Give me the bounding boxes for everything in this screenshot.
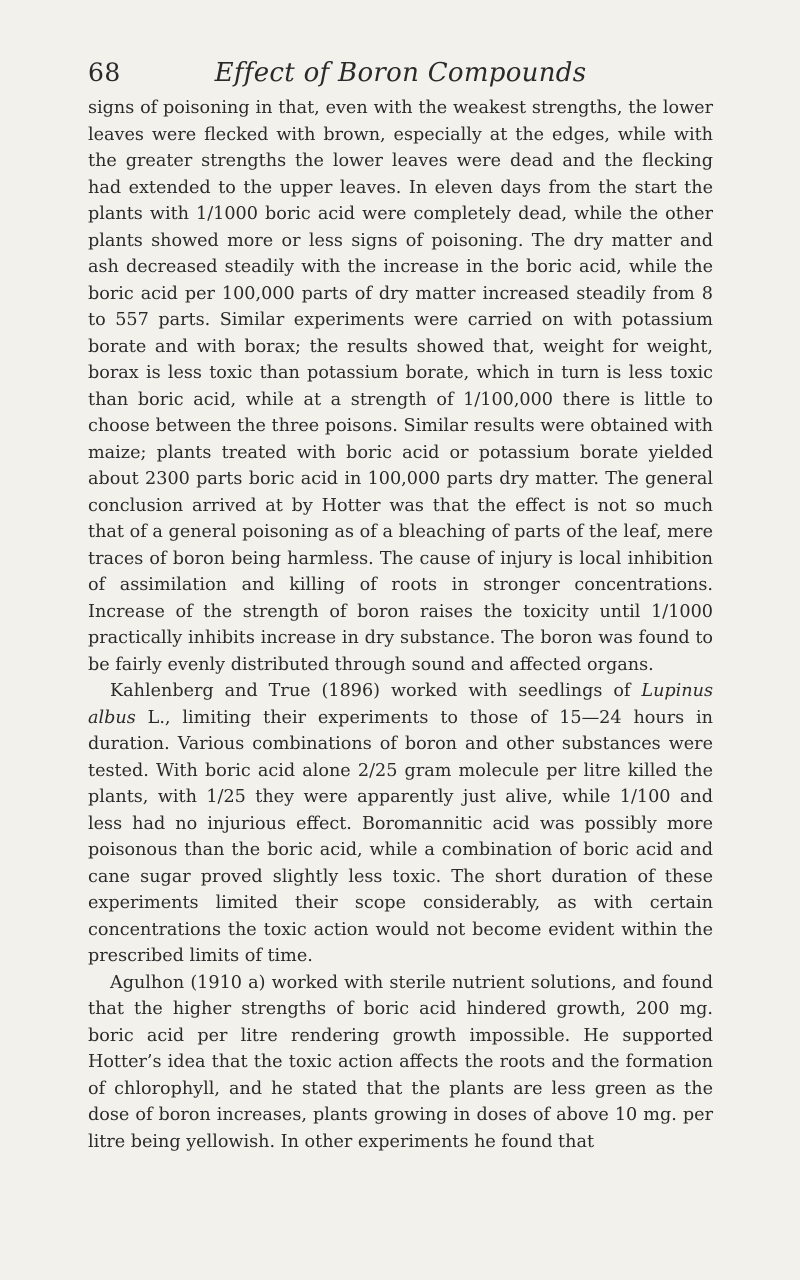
paragraph-3: Agulhon (1910 a) worked with sterile nutrient solutions, and found that the higher strengths of boric acid hindered growth, 200 mg. boric acid per litre rendering growth impossible. He supported Hotter’s idea that the toxic action affects the roots and the formation of chlorophyll, and he stated that the plants are less green as the dose of boron increases, plants growing in doses of above 10 mg. per litre being yellowish. In other experiments he found that [88,972,713,1152]
paragraph-2-before: Kahlenberg and True (1896) worked with seedlings of [110,681,642,701]
paragraph-1: signs of poisoning in that, even with the weakest strengths, the lower leaves were flecked with brown, especially at the edges, while with the greater strengths the lower leaves were dead and the flecking had extended to the upper leaves. In eleven days from the start the plants with 1/1000 boric acid were completely dead, while the other plants showed more or less signs of poisoning. The dry matter and ash decreased steadily with the increase in the boric acid, while the boric acid per 100,000 parts of dry matter increased steadily from 8 to 557 parts. Similar experiments were carried on with potassium borate and with borax; the results showed that, weight for weight, borax is less toxic than potassium borate, which in turn is less toxic than boric acid, while at a strength of 1/100,000 there is little to choose between the three poisons. Similar results were obtained with maize; plants treated with boric acid or potassium borate yielded about 2300 parts boric acid in 100,000 parts dry matter. The general conclusion arrived at by Hotter was that the effect is not so much that of a general poisoning as of a bleaching of parts of the leaf, mere traces of boron being harmless. The cause of injury is local inhibition of assimilation and killing of roots in stronger concentrations. Increase of the strength of boron raises the toxicity until 1/1000 practically inhibits increase in dry substance. The boron was found to be fairly evenly distributed through sound and affected organs. [88,98,713,675]
page-header [88,58,713,98]
paragraph-2 [88,678,713,970]
body-text [88,95,713,1155]
paragraph-2-after: L., limiting their experiments to those of 15—24 hours in duration. Various combinations of boron and other substances were tested. With boric acid alone 2/25 gram molecule per litre killed the plants, with 1/25 they were apparently just alive, while 1/100 and less had no injurious effect. Boromannitic acid was possibly more poisonous than the boric acid, while a combination of boric acid and cane sugar proved slightly less toxic. The short duration of these experiments limited their scope considerably, as with certain concentrations the toxic action would not become evident within the prescribed limits of time. [88,707,713,966]
page-number: 68 [88,58,121,87]
running-title: Effect of Boron Compounds [214,58,587,88]
species-name: Lupinus albus [88,681,713,728]
